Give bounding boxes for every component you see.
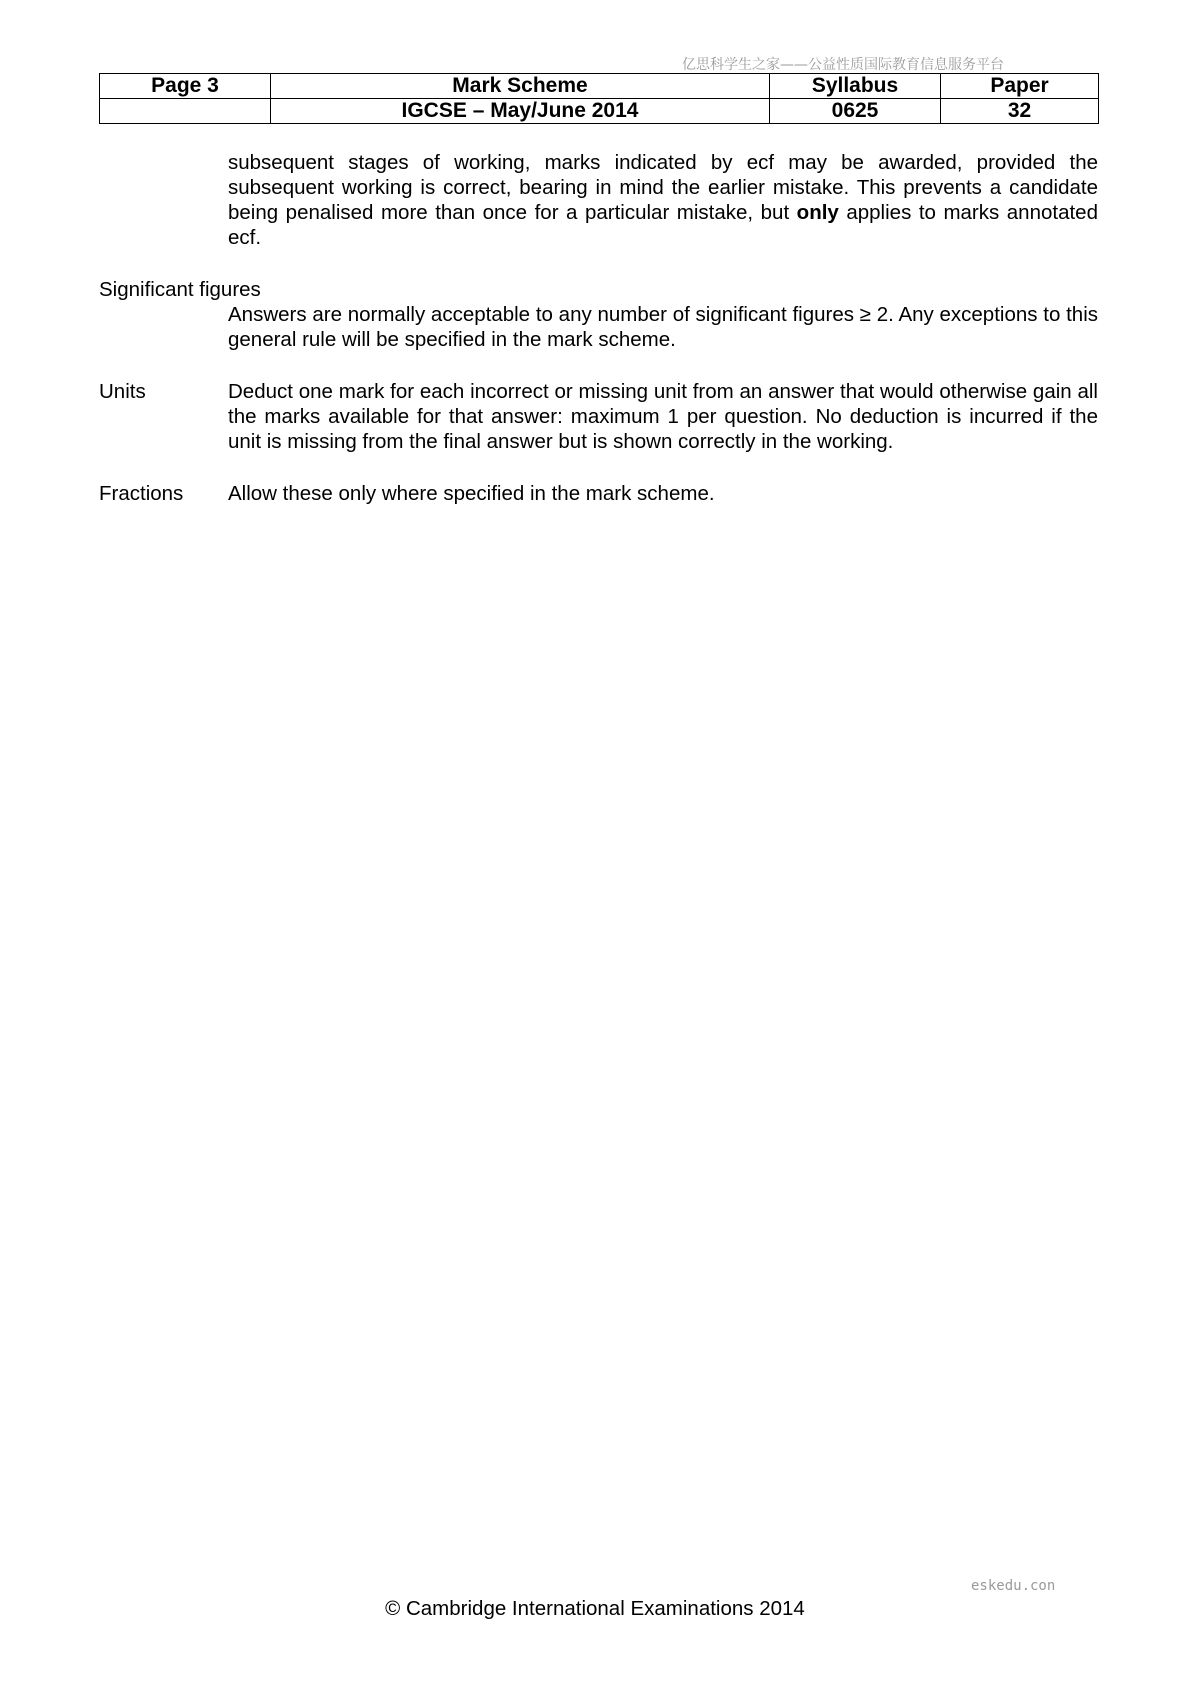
header-table	[99, 73, 1099, 124]
fractions-label: Fractions	[99, 482, 184, 505]
ecf-text-before: subsequent stages of working, marks indicated by ecf may be awarded, provided the subsequent working is correct, bearing in mind the earlier mistake. This prevents a candidate being penalised more than once for a particular mistake, but	[228, 151, 1098, 224]
header-title-cell: Mark Scheme	[271, 74, 770, 99]
units-label: Units	[99, 380, 146, 403]
ecf-text-after: applies to marks annotated ecf.	[228, 201, 1098, 249]
header-page-cell: Page 3	[100, 74, 271, 99]
header-syllabus-code-cell: 0625	[770, 99, 941, 124]
significant-figures-label: Significant figures	[99, 278, 261, 301]
watermark-bottom: eskedu.con	[971, 1578, 1056, 1594]
significant-figures-section	[99, 277, 1098, 352]
ecf-paragraph	[228, 150, 1098, 250]
ecf-text-bold: only	[796, 201, 839, 224]
units-text: Deduct one mark for each incorrect or missing unit from an answer that would otherwise gain all the marks available for that answer: maximum 1 per question. No deduction is incurred if the unit is missing from the final answer but is shown correctly in the working.	[228, 380, 1098, 453]
significant-figures-text: Answers are normally acceptable to any number of significant figures ≥ 2. Any exceptions to this general rule will be specified in the mark scheme.	[228, 303, 1098, 351]
fractions-text: Allow these only where specified in the mark scheme.	[228, 482, 715, 505]
header-row-2	[100, 99, 1099, 124]
ecf-section	[99, 150, 1098, 250]
watermark-top: 亿思科学生之家——公益性质国际教育信息服务平台	[682, 57, 1004, 73]
fractions-section	[99, 481, 1098, 506]
header-empty-cell	[100, 99, 271, 124]
units-section	[99, 379, 1098, 454]
header-row-1	[100, 74, 1099, 99]
header-paper-number-cell: 32	[941, 99, 1099, 124]
footer-copyright: © Cambridge International Examinations 2014	[385, 1597, 805, 1620]
header-paper-label-cell: Paper	[941, 74, 1099, 99]
header-syllabus-label-cell: Syllabus	[770, 74, 941, 99]
header-exam-cell: IGCSE – May/June 2014	[271, 99, 770, 124]
